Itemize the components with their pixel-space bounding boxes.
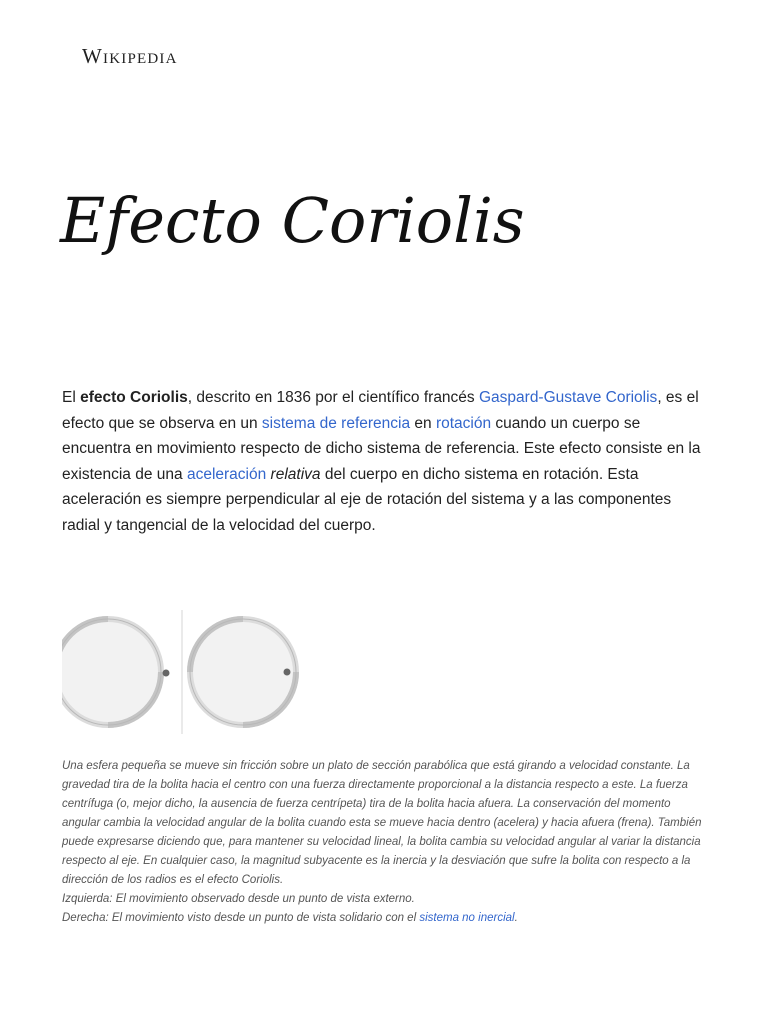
wikipedia-wordmark[interactable]: Wikipedia: [82, 44, 178, 68]
lead-text: , es el efecto que se observa en un: [62, 389, 699, 432]
right-disc: [190, 619, 296, 725]
left-ball: [163, 670, 170, 677]
lead-text: del cuerpo en dicho sistema en rotación. Esta aceleración es siempre perpendicular al eje de rotación del sistema y a las componentes radial y tangencial de la velocidad del cuerpo.: [62, 465, 672, 534]
page-title: Efecto Coriolis: [60, 184, 525, 257]
coriolis-animation-frames: [62, 606, 308, 736]
coriolis-animation-figure[interactable]: [62, 606, 308, 736]
lead-text: cuando un cuerpo se encuentra en movimiento respecto de dicho sistema de referencia. Este efecto consiste en la existencia de una: [62, 414, 701, 483]
lead-text: , descrito en 1836 por el científico francés: [187, 389, 479, 406]
lead-text: El: [62, 389, 81, 406]
left-disc: [62, 619, 170, 725]
caption-right-end: .: [514, 912, 518, 924]
lead-paragraph: [62, 385, 710, 538]
caption-right: Derecha: El movimiento visto desde un punto de vista solidario con el: [62, 912, 420, 924]
link-sistema-no-inercial[interactable]: sistema no inercial: [419, 912, 515, 924]
link-aceleracion[interactable]: aceleración: [186, 465, 267, 483]
figure-caption: [62, 757, 710, 928]
lead-italic-relativa: relativa: [270, 465, 321, 483]
link-sistema-de-referencia[interactable]: sistema de referencia: [261, 414, 411, 432]
link-gaspard-gustave-coriolis[interactable]: Gaspard-Gustave Coriolis: [478, 389, 658, 406]
lead-bold-term: efecto Coriolis: [80, 389, 188, 406]
caption-main: Una esfera pequeña se mueve sin fricción sobre un plato de sección parabólica que está girando a velocidad constante. La gravedad tira de la bolita hacia el centro con una fuerza directamente proporcional a la distancia respecto a este. La fuerza centrífuga (o, mejor dicho, la ausencia de fuerza centrípeta) tira de la bolita hacia afuera. La conservación del momento angular cambia la velocidad angular de la bolita cuando esta se mueve hacia dentro (acelera) y hacia afuera (frena). También puede expresarse diciendo que, para mantener su velocidad lineal, la bolita cambia su velocidad angular al variar la distancia respecto al eje. En cualquier caso, la magnitud subyacente es la inercia y la desviación que sufre la bolita con respecto a la dirección de los radios es el efecto Coriolis.: [62, 760, 702, 886]
link-rotacion[interactable]: rotación: [435, 414, 492, 432]
caption-left: Izquierda: El movimiento observado desde un punto de vista externo.: [62, 893, 415, 905]
lead-text: en: [410, 414, 436, 432]
right-ball: [284, 669, 291, 676]
